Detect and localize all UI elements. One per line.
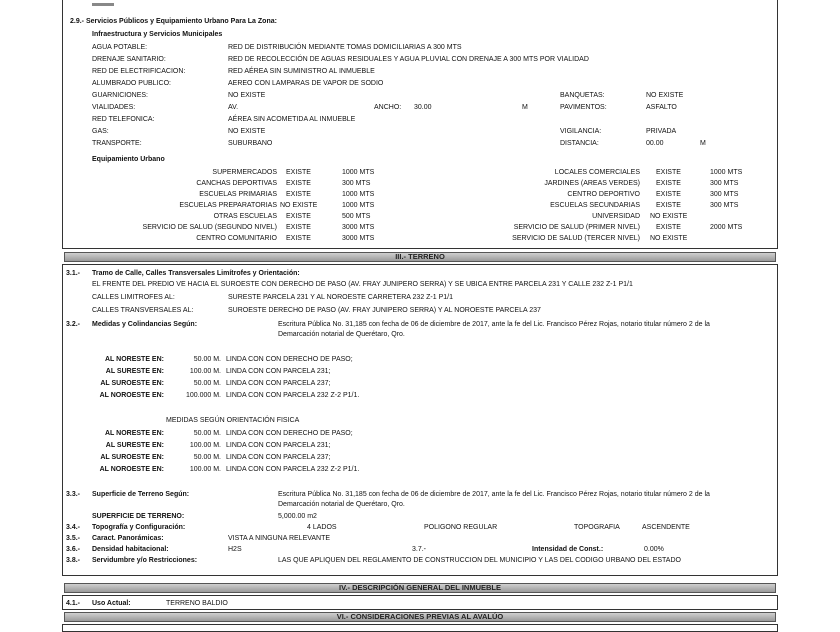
equip-right-dist: 1000 MTS — [710, 169, 743, 176]
equip-left-label: SERVICIO DE SALUD (SEGUNDO NIVEL) — [142, 224, 277, 231]
ancho-label: ANCHO: — [374, 104, 402, 111]
s31-number: 3.1.- — [66, 270, 81, 277]
equip-left-label: SUPERMERCADOS — [212, 169, 277, 176]
medida-direction: AL NORESTE EN: — [105, 356, 164, 363]
limitrofes-value: SURESTE PARCELA 231 Y AL NOROESTE CARRETERA 232 Z-1 P1/1 — [228, 294, 453, 301]
s34-lados: 4 LADOS — [307, 524, 337, 531]
equip-left-status: EXISTE — [286, 169, 311, 176]
infra-value: NO EXISTE — [228, 128, 266, 135]
infra-title: Infraestructura y Servicios Municipales — [92, 31, 223, 38]
equip-left-status: EXISTE — [286, 191, 311, 198]
infra-label: TRANSPORTE: — [92, 140, 142, 147]
medida-fisica-value: 50.00 M. — [193, 454, 221, 461]
medida-description: LINDA CON CON PARCELA 237; — [226, 380, 331, 387]
infra-value: AV. — [228, 104, 239, 111]
s34-number: 3.4.- — [66, 524, 81, 531]
equip-right-label: LOCALES COMERCIALES — [554, 169, 640, 176]
medida-fisica-value: 100.00 M. — [189, 442, 221, 449]
medida-value: 50.00 M. — [193, 380, 221, 387]
infra-label: ALUMBRADO PUBLICO: — [92, 80, 171, 87]
ancho-value: 30.00 — [414, 104, 432, 111]
s33-text-line2: Demarcación notarial de Querétaro, Qro. — [278, 501, 405, 508]
medida-fisica-direction: AL SUROESTE EN: — [100, 454, 164, 461]
equip-left-status: EXISTE — [286, 235, 311, 242]
equip-right-status: EXISTE — [656, 169, 681, 176]
superficie-label: SUPERFICIE DE TERRENO: — [92, 513, 185, 520]
medida-value: 100.00 M. — [189, 368, 221, 375]
medida-fisica-value: 50.00 M. — [193, 430, 221, 437]
frente-text: EL FRENTE DEL PREDIO VE HACIA EL SUROESTE CON DERECHO DE PASO (AV. FRAY JUNIPERO SERRA) Y SE UBICA ENTRE PARCELA 231 Y CALLE 232 Z-1 P1/1 — [92, 281, 633, 288]
s38-number: 3.8.- — [66, 557, 81, 564]
infra-label: RED DE ELECTRIFICACION: — [92, 68, 186, 75]
equip-left-status: NO EXISTE — [280, 202, 318, 209]
infra-value: SUBURBANO — [228, 140, 273, 147]
infra-label: AGUA POTABLE: — [92, 44, 148, 51]
s34-title: Topografía y Configuración: — [92, 524, 186, 531]
medida-fisica-description: LINDA CON CON PARCELA 231; — [226, 442, 331, 449]
medida-fisica-direction: AL NORESTE EN: — [105, 430, 164, 437]
s37-number: 3.7.- — [412, 546, 427, 553]
right-label: PAVIMENTOS: — [560, 104, 607, 111]
s41-value: TERRENO BALDIO — [166, 600, 228, 607]
infra-value: NO EXISTE — [228, 92, 266, 99]
s35-title: Caract. Panorámicas: — [92, 535, 164, 542]
right-label: VIGILANCIA: — [560, 128, 602, 135]
s37-title: Intensidad de Const.: — [532, 546, 604, 553]
right-label: DISTANCIA: — [560, 140, 599, 147]
medida-fisica-description: LINDA CON CON DERECHO DE PASO; — [226, 430, 353, 437]
equip-left-dist: 1000 MTS — [342, 169, 375, 176]
right-value: 00.00 — [646, 140, 664, 147]
s34-poligono: POLIGONO REGULAR — [424, 524, 498, 531]
s36-title: Densidad habitacional: — [92, 546, 169, 553]
s37-value: 0.00% — [644, 546, 664, 553]
s34-ascendente: ASCENDENTE — [642, 524, 690, 531]
s32-number: 3.2.- — [66, 321, 81, 328]
equip-right-label: SERVICIO DE SALUD (TERCER NIVEL) — [512, 235, 640, 242]
equip-left-dist: 3000 MTS — [342, 224, 375, 231]
equip-right-status: EXISTE — [656, 180, 681, 187]
infra-value: RED DE RECOLECCIÓN DE AGUAS RESIDUALES Y AGUA PLUVIAL CON DRENAJE A 300 MTS POR VIALIDAD — [228, 56, 589, 63]
medida-value: 100.000 M. — [185, 392, 221, 399]
text-fragment — [92, 3, 114, 6]
s34-topografia: TOPOGRAFIA — [574, 524, 620, 531]
equip-right-label: ESCUELAS SECUNDARIAS — [550, 202, 640, 209]
equip-title: Equipamiento Urbano — [92, 156, 165, 163]
medida-description: LINDA CON CON PARCELA 232 Z-2 P1/1. — [226, 392, 360, 399]
s35-number: 3.5.- — [66, 535, 81, 542]
s38-title: Servidumbre y/o Restricciones: — [92, 557, 198, 564]
equip-right-status: EXISTE — [656, 191, 681, 198]
infra-value: RED AÉREA SIN SUMINISTRO AL INMUEBLE — [228, 68, 375, 75]
equip-right-dist: 300 MTS — [710, 202, 739, 209]
transversales-value: SUROESTE DERECHO DE PASO (AV. FRAY JUNIPERO SERRA) Y AL NOROESTE PARCELA 237 — [228, 307, 541, 314]
infra-label: GAS: — [92, 128, 109, 135]
s31-title: Tramo de Calle, Calles Transversales Limítrofes y Orientación: — [92, 270, 300, 277]
s32-title: Medidas y Colindancias Según: — [92, 321, 198, 328]
section-descripcion-header: IV.- DESCRIPCIÓN GENERAL DEL INMUEBLE — [64, 583, 776, 593]
equip-right-label: CENTRO DEPORTIVO — [567, 191, 640, 198]
infra-value: AÉREA SIN ACOMETIDA AL INMUEBLE — [228, 116, 356, 123]
equip-right-status: EXISTE — [656, 202, 681, 209]
equip-left-status: EXISTE — [286, 180, 311, 187]
transversales-label: CALLES TRANSVERSALES AL: — [92, 307, 194, 314]
right-value: NO EXISTE — [646, 92, 684, 99]
s33-number: 3.3.- — [66, 491, 81, 498]
section-consideraciones-header: VI.- CONSIDERACIONES PREVIAS AL AVALÚO — [64, 612, 776, 622]
equip-left-dist: 1000 MTS — [342, 202, 375, 209]
equip-left-label: CANCHAS DEPORTIVAS — [196, 180, 277, 187]
equip-left-dist: 300 MTS — [342, 180, 371, 187]
medida-description: LINDA CON CON PARCELA 231; — [226, 368, 331, 375]
distance-unit: M — [700, 140, 706, 147]
equip-right-dist: 2000 MTS — [710, 224, 743, 231]
section-consideraciones-frame — [62, 624, 778, 632]
s32-text-line1: Escritura Pública No. 31,185 con fecha de 06 de diciembre de 2017, ante la fe del Lic. Francisco Pérez Rojas, notario titular número 2 de la — [278, 321, 710, 328]
limitrofes-label: CALLES LIMITROFES AL: — [92, 294, 175, 301]
equip-left-label: OTRAS ESCUELAS — [213, 213, 277, 220]
equip-right-status: EXISTE — [656, 224, 681, 231]
equip-right-dist: 300 MTS — [710, 191, 739, 198]
medida-description: LINDA CON CON DERECHO DE PASO; — [226, 356, 353, 363]
s38-value: LAS QUE APLIQUEN DEL REGLAMENTO DE CONSTRUCCION DEL MUNICIPIO Y LAS DEL CODIGO URBANO DEL ESTADO — [278, 557, 681, 564]
ancho-unit: M — [522, 104, 528, 111]
infra-label: DRENAJE SANITARIO: — [92, 56, 166, 63]
equip-left-dist: 1000 MTS — [342, 191, 375, 198]
medida-fisica-description: LINDA CON CON PARCELA 232 Z-2 P1/1. — [226, 466, 360, 473]
right-label: BANQUETAS: — [560, 92, 605, 99]
medida-value: 50.00 M. — [193, 356, 221, 363]
s41-number: 4.1.- — [66, 600, 81, 607]
equip-left-dist: 500 MTS — [342, 213, 371, 220]
equip-right-dist: 300 MTS — [710, 180, 739, 187]
equip-left-dist: 3000 MTS — [342, 235, 375, 242]
s32-text-line2: Demarcación notarial de Querétaro, Qro. — [278, 331, 405, 338]
fisica-title: MEDIDAS SEGÚN ORIENTACIÓN FISICA — [166, 417, 300, 424]
medida-direction: AL SUROESTE EN: — [100, 380, 164, 387]
right-value: PRIVADA — [646, 128, 677, 135]
s33-text-line1: Escritura Pública No. 31,185 con fecha de 06 de diciembre de 2017, ante la fe del Lic. Francisco Pérez Rojas, notario titular número 2 de la — [278, 491, 710, 498]
infra-label: RED TELEFONICA: — [92, 116, 155, 123]
medida-fisica-description: LINDA CON CON PARCELA 237; — [226, 454, 331, 461]
equip-right-label: JARDINES (AREAS VERDES) — [544, 180, 640, 187]
superficie-value: 5,000.00 m2 — [278, 513, 317, 520]
section-terreno-header: III.- TERRENO — [64, 252, 776, 262]
medida-fisica-direction: AL SURESTE EN: — [105, 442, 164, 449]
equip-left-status: EXISTE — [286, 224, 311, 231]
s35-value: VISTA A NINGUNA RELEVANTE — [228, 535, 331, 542]
medida-direction: AL SURESTE EN: — [105, 368, 164, 375]
equip-left-label: ESCUELAS PRIMARIAS — [199, 191, 277, 198]
medida-fisica-value: 100.00 M. — [189, 466, 221, 473]
s41-title: Uso Actual: — [92, 600, 131, 607]
s36-value: H2S — [228, 546, 242, 553]
equip-right-status: NO EXISTE — [650, 235, 688, 242]
equip-left-label: ESCUELAS PREPARATORIAS — [179, 202, 277, 209]
infra-value: AEREO CON LAMPARAS DE VAPOR DE SODIO — [228, 80, 384, 87]
equip-right-status: NO EXISTE — [650, 213, 688, 220]
infra-label: VIALIDADES: — [92, 104, 136, 111]
medida-direction: AL NOROESTE EN: — [99, 392, 164, 399]
equip-right-label: UNIVERSIDAD — [592, 213, 640, 220]
equip-left-label: CENTRO COMUNITARIO — [196, 235, 277, 242]
infra-value: RED DE DISTRIBUCIÓN MEDIANTE TOMAS DOMICILIARIAS A 300 MTS — [228, 44, 462, 51]
equip-left-status: EXISTE — [286, 213, 311, 220]
section-2-9-heading: 2.9.- Servicios Públicos y Equipamiento Urbano Para La Zona: — [70, 18, 277, 25]
s36-number: 3.6.- — [66, 546, 81, 553]
infra-label: GUARNICIONES: — [92, 92, 149, 99]
s33-title: Superficie de Terreno Según: — [92, 491, 190, 498]
equip-right-label: SERVICIO DE SALUD (PRIMER NIVEL) — [513, 224, 640, 231]
right-value: ASFALTO — [646, 104, 677, 111]
medida-fisica-direction: AL NOROESTE EN: — [99, 466, 164, 473]
